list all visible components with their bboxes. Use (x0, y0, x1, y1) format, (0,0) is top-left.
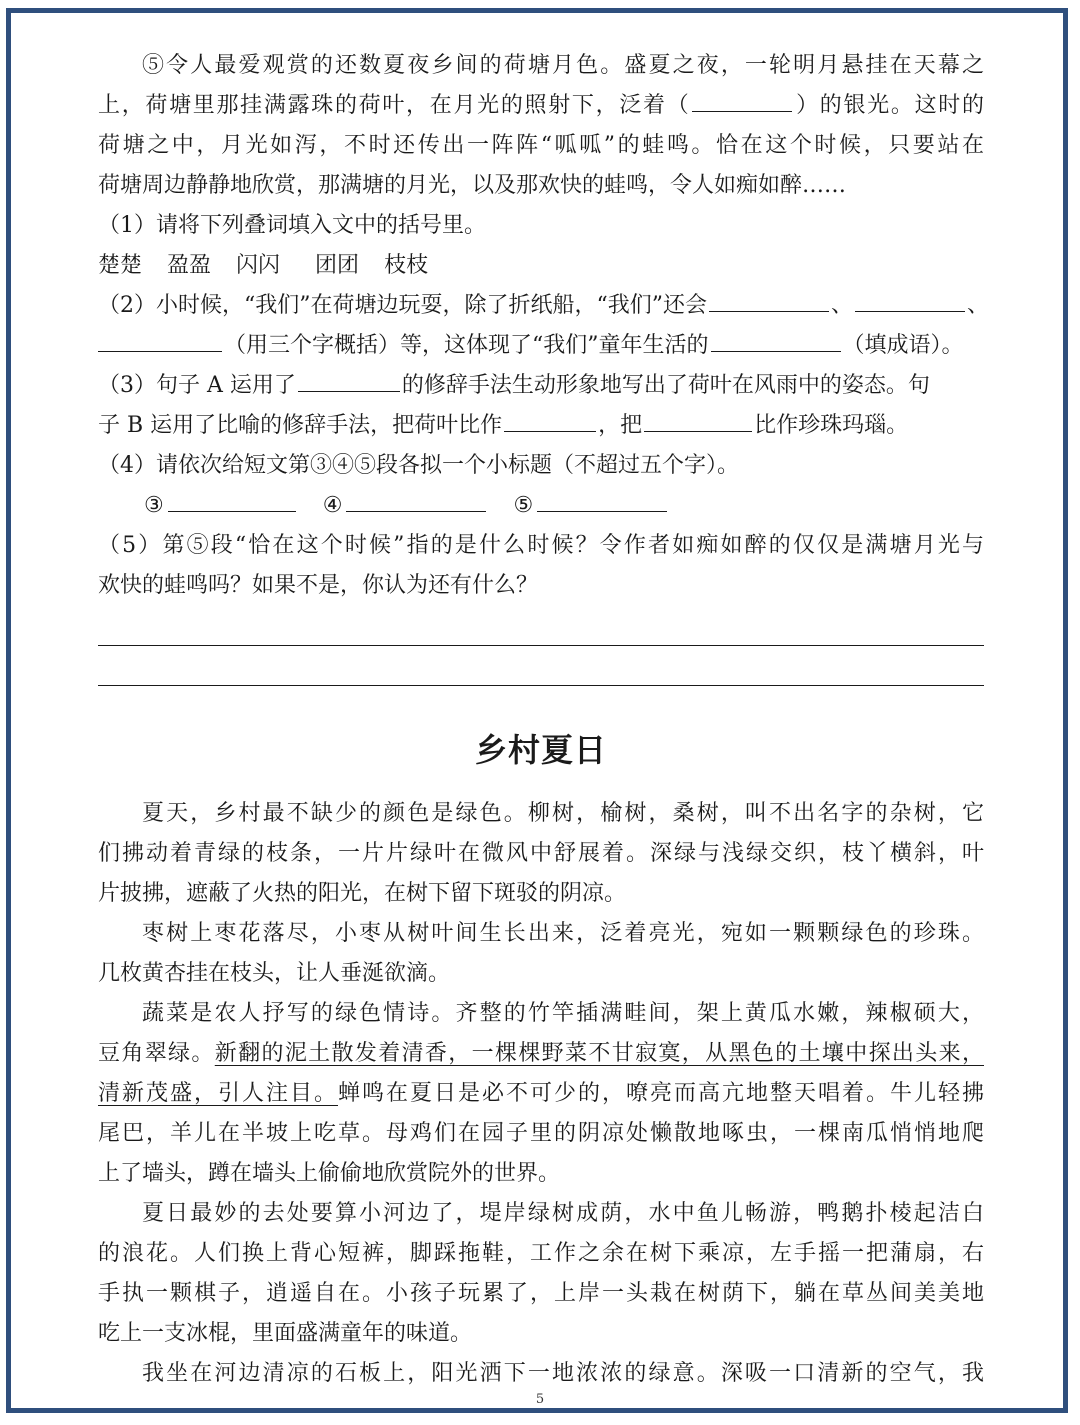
word-option: 枝枝 (384, 253, 429, 278)
article-line: 上了墙头，蹲在墙头上偷偷地欣赏院外的世界。 (98, 1161, 561, 1186)
word-option: 团团 (315, 253, 360, 278)
page-number: 5 (535, 1392, 545, 1407)
article-line: 手执一颗棋子，逍遥自在。小孩子玩累了，上岸一头栽在树荫下，躺在草丛间美美地 (98, 1281, 984, 1306)
fill-blank[interactable] (855, 287, 965, 312)
document-body (98, 46, 990, 1394)
article-line: 尾巴，羊儿在半坡上吃草。母鸡们在园子里的阴凉处懒散地啄虫，一棵南瓜悄悄地爬 (98, 1121, 984, 1146)
article-line: 枣树上枣花落尽，小枣从树叶间生长出来，泛着亮光，宛如一颗颗绿色的珍珠。 (142, 921, 984, 946)
underlined-sentence: 清新茂盛，引人注目。 (98, 1081, 338, 1106)
fill-blank[interactable] (98, 327, 222, 352)
word-option: 楚楚 (98, 253, 143, 278)
passage-line: 荷塘周边静静地欣赏，那满塘的月光，以及那欢快的蛙鸣，令人如痴如醉…… (98, 173, 847, 198)
fill-blank[interactable] (504, 407, 596, 432)
article-line: 的浪花。人们换上背心短裤，脚踩拖鞋，工作之余在树下乘凉，左手摇一把蒲扇，右 (98, 1241, 984, 1266)
fill-blank[interactable] (644, 407, 752, 432)
fill-blank[interactable] (346, 487, 486, 512)
subtitle-blanks: ③ ④ ⑤ (98, 486, 984, 526)
question-5: （5）第⑤段“恰在这个时候”指的是什么时候？令作者如痴如醉的仅仅是满塘月光与 (98, 533, 984, 558)
underlined-sentence: 新翻的泥土散发着清香，一棵棵野菜不甘寂寞，从黑色的土壤中探出头来， (214, 1041, 984, 1066)
article-line: 清新茂盛，引人注目。蝉鸣在夏日是必不可少的，嘹亮而高亢地整天唱着。牛儿轻拂 (98, 1081, 984, 1106)
article-line: 片披拂，遮蔽了火热的阳光，在树下留下斑驳的阴凉。 (98, 881, 627, 906)
answer-line[interactable] (98, 606, 984, 646)
reduplicated-words (98, 246, 984, 286)
article-line: 夏天，乡村最不缺少的颜色是绿色。柳树，榆树，桑树，叫不出名字的杂树，它 (142, 801, 984, 826)
question-1: （1）请将下列叠词填入文中的括号里。 (98, 213, 486, 238)
word-option: 闪闪 (236, 253, 281, 278)
word-option: 盈盈 (167, 253, 212, 278)
fill-blank[interactable] (537, 487, 667, 512)
fill-blank[interactable] (168, 487, 296, 512)
fill-blank[interactable] (298, 367, 400, 392)
article-line: 吃上一支冰棍，里面盛满童年的味道。 (98, 1321, 473, 1346)
article-line: 豆角翠绿。新翻的泥土散发着清香，一棵棵野菜不甘寂寞，从黑色的土壤中探出头来， (98, 1041, 984, 1066)
article-line: 蔬菜是农人抒写的绿色情诗。齐整的竹竿插满畦间，架上黄瓜水嫩，辣椒硕大， (142, 1001, 984, 1026)
question-3-cont: 子 B 运用了比喻的修辞手法，把荷叶比作 ，把 比作珍珠玛瑙。 (98, 406, 984, 446)
article-line: 们拂动着青绿的枝条，一片片绿叶在微风中舒展着。深绿与浅绿交织，枝丫横斜，叶 (98, 841, 984, 866)
article-title: 乡村夏日 (474, 731, 607, 769)
fill-blank[interactable] (709, 287, 829, 312)
fill-blank[interactable] (692, 87, 792, 112)
question-2-cont: （用三个字概括）等，这体现了“我们”童年生活的 （填成语）。 (98, 326, 984, 366)
article-line: 我坐在河边清凉的石板上，阳光洒下一地浓浓的绿意。深吸一口清新的空气，我 (142, 1361, 984, 1386)
passage-line: 上，荷塘里那挂满露珠的荷叶，在月光的照射下，泛着（ ）的银光。这时的 (98, 86, 984, 126)
question-5-cont: 欢快的蛙鸣吗？如果不是，你认为还有什么？ (98, 573, 539, 598)
passage-line: ⑤令人最爱观赏的还数夏夜乡间的荷塘月色。盛夏之夜，一轮明月悬挂在天幕之 (142, 53, 984, 78)
article-line: 几枚黄杏挂在枝头，让人垂涎欲滴。 (98, 961, 451, 986)
question-4: （4）请依次给短文第③④⑤段各拟一个小标题（不超过五个字）。 (98, 453, 739, 478)
fill-blank[interactable] (711, 327, 841, 352)
passage-line: 荷塘之中，月光如泻，不时还传出一阵阵“呱呱”的蛙鸣。恰在这个时候，只要站在 (98, 133, 984, 158)
question-2: （2）小时候，“我们”在荷塘边玩耍，除了折纸船，“我们”还会 、 、 (98, 286, 984, 326)
answer-line[interactable] (98, 646, 984, 686)
article-line: 夏日最妙的去处要算小河边了，堤岸绿树成荫，水中鱼儿畅游，鸭鹅扑棱起洁白 (142, 1201, 984, 1226)
question-3: （3）句子 A 运用了 的修辞手法生动形象地写出了荷叶在风雨中的姿态。句 (98, 366, 984, 406)
